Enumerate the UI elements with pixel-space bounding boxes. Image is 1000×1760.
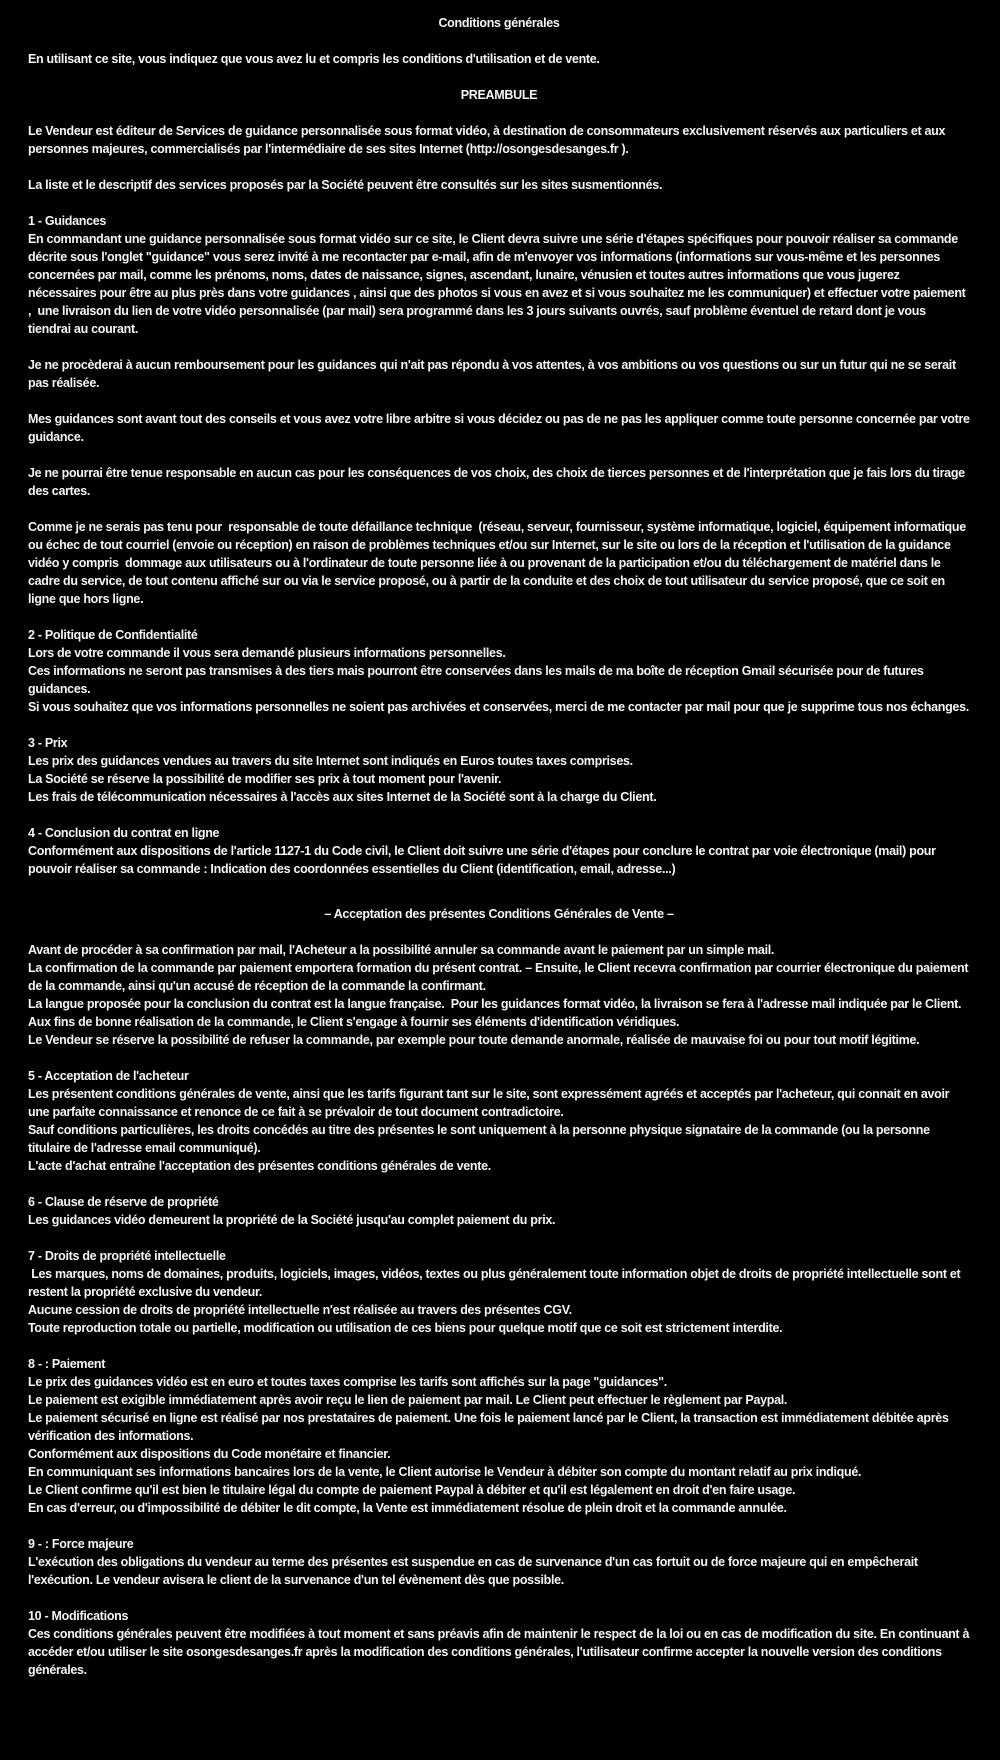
section-1-guidances	[28, 212, 970, 338]
advice-paragraph	[28, 410, 973, 446]
text-line: Aucune cession de droits de propriété intellectuelle n'est réalisée au travers des présentes CGV.	[28, 1303, 572, 1317]
text-line: Je ne procèderai à aucun remboursement pour les guidances qui n'ait pas répondu à vos attentes, à vos ambitions ou vos questions ou sur un futur qui ne se serait pas réalisée.	[28, 358, 959, 390]
section-10-modifications	[28, 1607, 973, 1679]
text-line: Ces conditions générales peuvent être modifiées à tout moment et sans préavis afin de maintenir le respect de la loi ou en cas de modification du site. En continuant à accéder et/ou utiliser le site osongesdesanges.fr après la modification des conditions générales, l'utilisateur confirme accepter la nouvelle version des conditions générales.	[28, 1627, 973, 1677]
text-line: L'acte d'achat entraîne l'acceptation des présentes conditions générales de vente.	[28, 1159, 491, 1173]
refund-paragraph	[28, 356, 970, 392]
preambule-heading: PREAMBULE	[460, 88, 538, 102]
text-line: Mes guidances sont avant tout des conseils et vous avez votre libre arbitre si vous décidez ou pas de ne pas les appliquer comme toute personne concernée par votre guidance.	[28, 412, 973, 444]
text-line: Toute reproduction totale ou partielle, modification ou utilisation de ces biens pour quelque motif que ce soit est strictement interdite.	[28, 1321, 783, 1335]
text-line: En utilisant ce site, vous indiquez que vous avez lu et compris les conditions d'utilisation et de vente.	[28, 52, 600, 66]
responsibility-paragraph	[28, 464, 970, 500]
text-line: Les frais de télécommunication nécessaires à l'accès aux sites Internet de la Société sont à la charge du Client.	[28, 790, 657, 804]
text-line: Si vous souhaitez que vos informations personnelles ne soient pas archivées et conservées, merci de me contacter par mail pour que je supprime tous nos échanges.	[28, 700, 969, 714]
text-line: Les présentent conditions générales de vente, ainsi que les tarifs figurant tant sur le site, sont expressément agréés et acceptés par l'acheteur, qui connait en avoir une parfaite connaissance et renonce de ce fait à se prévaloir de tout document contradictoire.	[28, 1087, 953, 1119]
text-line: Conformément aux dispositions de l'article 1127-1 du Code civil, le Client doit suivre une série d'étapes pour conclure le contrat par voie électronique (mail) pour pouvoir réaliser sa commande : Indication des coordonnées essentielles du Client (identification, email, adresse...)	[28, 844, 939, 876]
text-line: Le prix des guidances vidéo est en euro et toutes taxes comprise les tarifs sont affichés sur la page "guidances".	[28, 1375, 667, 1389]
text-line: L'exécution des obligations du vendeur au terme des présentes est suspendue en cas de survenance d'un cas fortuit ou de force majeure qui en empêcherait l'exécution. Le vendeur avisera le client de la survenance d'un tel évènement dès que possible.	[28, 1555, 921, 1587]
technical-failure-paragraph	[28, 518, 970, 608]
text-line: En commandant une guidance personnalisée sous format vidéo sur ce site, le Client devra suivre une série d'étapes spécifiques pour pouvoir réaliser sa commande décrite sous l'onglet "guidance" vous serez invité à me recontacter par e-mail, afin de m'envoyer vos informations (informations sur vous-même et les personnes concernées par mail, comme les prénoms, noms, dates de naissance, signes, ascendant, lunaire, vénusien et toutes autres informations que vous jugerez nécessaires pour être au plus près dans votre guidances , ainsi que des photos si vous en avez et si vous souhaitez me les communiquer) et effectuer votre paiement , une livraison du lien de votre vidéo personnalisée (par mail) sera programmé dans les 3 jours suivants ouvrés, sauf problème éventuel de retard dont je vous tiendrai au courant.	[28, 232, 969, 336]
text-line: En cas d'erreur, ou d'impossibilité de débiter le dit compte, la Vente est immédiatement résolue de plein droit et la commande annulée.	[28, 1501, 787, 1515]
text-line: Comme je ne serais pas tenu pour responsable de toute défaillance technique (réseau, serveur, fournisseur, système informatique, logiciel, équipement informatique ou échec de tout courriel (envoie ou réception) en raison de problèmes techniques et/ou sur Internet, sur le site ou lors de la réception et l'utilisation de la guidance vidéo y compris dommage aux utilisateurs ou à l'ordinateur de toute personne liée à ou provenant de la participation et/ou du téléchargement de matériel dans le cadre du service, de tout contenu affiché sur ou via le service proposé, ou à partir de la conduite et des choix de tout utilisateur du service proposé, que ce soit en ligne que hors ligne.	[28, 520, 970, 606]
preambule-paragraph-2	[28, 176, 970, 194]
text-line: Le Vendeur est éditeur de Services de guidance personnalisée sous format vidéo, à destination de consommateurs exclusivement réservés aux particuliers et aux personnes majeures, commercialisés par l'intermédiaire de ses sites Internet (http://osongesdesanges.fr ).	[28, 124, 949, 156]
text-line: Aux fins de bonne réalisation de la commande, le Client s'engage à fournir ses éléments d'identification véridiques.	[28, 1015, 680, 1029]
section-2-confidentialite	[28, 626, 970, 716]
text-line: Le Vendeur se réserve la possibilité de refuser la commande, par exemple pour toute demande anormale, réalisée de mauvaise foi ou pour tout motif légitime.	[28, 1033, 920, 1047]
text-line: Je ne pourrai être tenue responsable en aucun cas pour les conséquences de vos choix, des choix de tierces personnes et de l'interprétation que je fais lors du tirage des cartes.	[28, 466, 969, 498]
text-line: Les guidances vidéo demeurent la propriété de la Société jusqu'au complet paiement du prix.	[28, 1213, 556, 1227]
section-heading: 8 - : Paiement	[28, 1357, 106, 1371]
text-line: La liste et le descriptif des services proposés par la Société peuvent être consultés sur les sites susmentionnés.	[28, 178, 663, 192]
acceptance-heading: – Acceptation des présentes Conditions Générales de Vente –	[324, 907, 674, 921]
preambule-paragraph-1	[28, 122, 970, 158]
text-line: Avant de procéder à sa confirmation par mail, l'Acheteur a la possibilité annuler sa commande avant le paiement par un simple mail.	[28, 943, 775, 957]
section-heading: 3 - Prix	[28, 736, 68, 750]
section-heading: 5 - Acceptation de l'acheteur	[28, 1069, 189, 1083]
text-line: Les prix des guidances vendues au travers du site Internet sont indiqués en Euros toutes taxes comprises.	[28, 754, 633, 768]
section-5-acceptation-acheteur	[28, 1067, 970, 1175]
section-heading: 9 - : Force majeure	[28, 1537, 134, 1551]
intro-paragraph	[28, 50, 970, 68]
section-heading: 2 - Politique de Confidentialité	[28, 628, 198, 642]
section-heading: 1 - Guidances	[28, 214, 107, 228]
text-line: Lors de votre commande il vous sera demandé plusieurs informations personnelles.	[28, 646, 506, 660]
acceptance-paragraph	[28, 941, 970, 1049]
section-heading: 7 - Droits de propriété intellectuelle	[28, 1249, 226, 1263]
page-title: Conditions générales	[438, 16, 560, 30]
text-line: Conformément aux dispositions du Code monétaire et financier.	[28, 1447, 391, 1461]
text-line: La Société se réserve la possibilité de modifier ses prix à tout moment pour l'avenir.	[28, 772, 502, 786]
section-heading: 10 - Modifications	[28, 1609, 129, 1623]
section-3-prix	[28, 734, 970, 806]
section-4-conclusion-contrat	[28, 824, 970, 878]
section-8-paiement	[28, 1355, 970, 1517]
text-line: La confirmation de la commande par paiement emportera formation du présent contrat. – Ensuite, le Client recevra confirmation par courrier électronique du paiement de la commande, ainsi qu'un accusé de réception de la commande la confirmant.	[28, 961, 972, 993]
text-line: En communiquant ses informations bancaires lors de la vente, le Client autorise le Vendeur à débiter son compte du montant relatif au prix indiqué.	[28, 1465, 862, 1479]
section-heading: 4 - Conclusion du contrat en ligne	[28, 826, 220, 840]
text-line: La langue proposée pour la conclusion du contrat est la langue française. Pour les guidances format vidéo, la livraison se fera à l'adresse mail indiquée par le Client.	[28, 997, 962, 1011]
section-7-propriete-intellectuelle	[28, 1247, 970, 1337]
section-heading: 6 - Clause de réserve de propriété	[28, 1195, 219, 1209]
text-line: Le Client confirme qu'il est bien le titulaire légal du compte de paiement Paypal à débiter et qu'il est légalement en droit d'en faire usage.	[28, 1483, 796, 1497]
text-line: Les marques, noms de domaines, produits, logiciels, images, vidéos, textes ou plus généralement toute information objet de droits de propriété intellectuelle sont et restent la propriété exclusive du vendeur.	[28, 1267, 964, 1299]
text-line: Le paiement est exigible immédiatement après avoir reçu le lien de paiement par mail. Le Client peut effectuer le règlement par Paypal.	[28, 1393, 788, 1407]
section-6-reserve-propriete	[28, 1193, 970, 1229]
section-9-force-majeure	[28, 1535, 970, 1589]
text-line: Le paiement sécurisé en ligne est réalisé par nos prestataires de paiement. Une fois le paiement lancé par le Client, la transaction est immédiatement débitée après vérification des informations.	[28, 1411, 952, 1443]
text-line: Ces informations ne seront pas transmises à des tiers mais pourront être conservées dans les mails de ma boîte de réception Gmail sécurisée pour de futures guidances.	[28, 664, 927, 696]
text-line: Sauf conditions particulières, les droits concédés au titre des présentes le sont uniquement à la personne physique signataire de la commande (ou la personne titulaire de l'adresse email communiqué).	[28, 1123, 933, 1155]
